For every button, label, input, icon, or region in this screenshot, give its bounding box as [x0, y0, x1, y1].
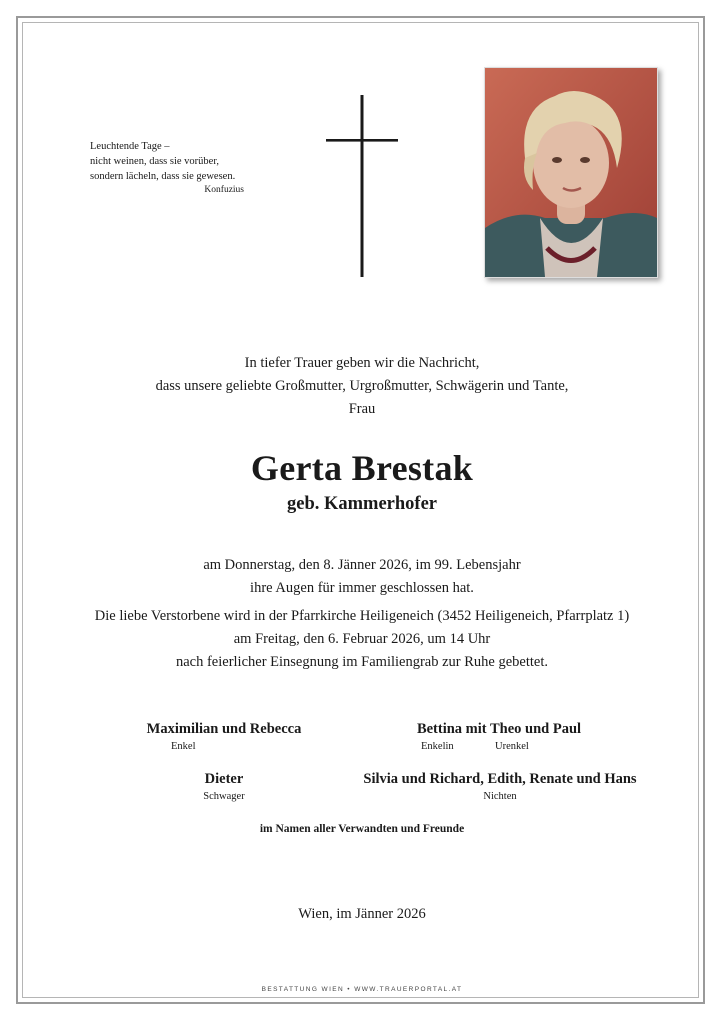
mourner-relation: Urenkel	[495, 741, 529, 752]
mourner-relation: Schwager	[203, 791, 245, 802]
quote-line-1: Leuchtende Tage –	[90, 141, 170, 152]
intro-line-3: Frau	[348, 401, 376, 417]
portrait-image	[485, 68, 657, 277]
mourner-name: Bettina mit Theo und Paul	[416, 721, 582, 737]
mourner-name: Dieter	[204, 771, 244, 787]
footer-credit: BESTATTUNG WIEN • WWW.TRAUERPORTAL.AT	[261, 986, 463, 993]
deceased-name: Gerta Brestak	[250, 448, 474, 488]
quote-author: Konfuzius	[204, 185, 244, 195]
mourner-nieces	[350, 770, 650, 804]
mourner-brother-in-law	[124, 770, 324, 804]
closing-line: im Namen aller Verwandten und Freunde	[259, 823, 465, 835]
mourner-granddaughter	[399, 720, 599, 754]
funeral-line-2: am Freitag, den 6. Februar 2026, um 14 Uhr	[233, 631, 491, 647]
portrait-photo	[484, 67, 658, 278]
mourner-name: Silvia und Richard, Edith, Renate und Hans	[363, 771, 637, 787]
death-notice	[30, 554, 694, 600]
intro-line-2: dass unsere geliebte Großmutter, Urgroßmutter, Schwägerin und Tante,	[155, 378, 569, 394]
mourner-relations	[399, 739, 599, 754]
quote-line-2: nicht weinen, dass sie vorüber,	[90, 156, 220, 167]
death-line-2: ihre Augen für immer geschlossen hat.	[250, 580, 474, 596]
intro-line-1: In tiefer Trauer geben wir die Nachricht,	[244, 355, 480, 371]
funeral-line-1: Die liebe Verstorbene wird in der Pfarrkirche Heiligeneich (3452 Heiligeneich, Pfarrplatz 1)	[94, 608, 630, 624]
place-date: Wien, im Jänner 2026	[298, 906, 426, 922]
announcement-intro	[30, 352, 694, 421]
funeral-details	[30, 605, 694, 674]
death-line-1: am Donnerstag, den 8. Jänner 2026, im 99. Lebensjahr	[203, 557, 521, 573]
mourner-relation: Enkel	[171, 741, 196, 752]
mourner-relation: Enkelin	[421, 741, 454, 752]
cross-icon	[326, 95, 398, 277]
mourner-relation: Nichten	[483, 791, 517, 802]
quote-line-3: sondern lächeln, dass sie gewesen.	[90, 171, 236, 182]
memorial-quote	[90, 139, 244, 197]
mourner-name: Maximilian und Rebecca	[146, 721, 302, 737]
funeral-line-3: nach feierlicher Einsegnung im Familiengrab zur Ruhe gebettet.	[175, 654, 549, 670]
mourner-grandchildren	[124, 720, 324, 754]
maiden-name: geb. Kammerhofer	[286, 494, 437, 514]
